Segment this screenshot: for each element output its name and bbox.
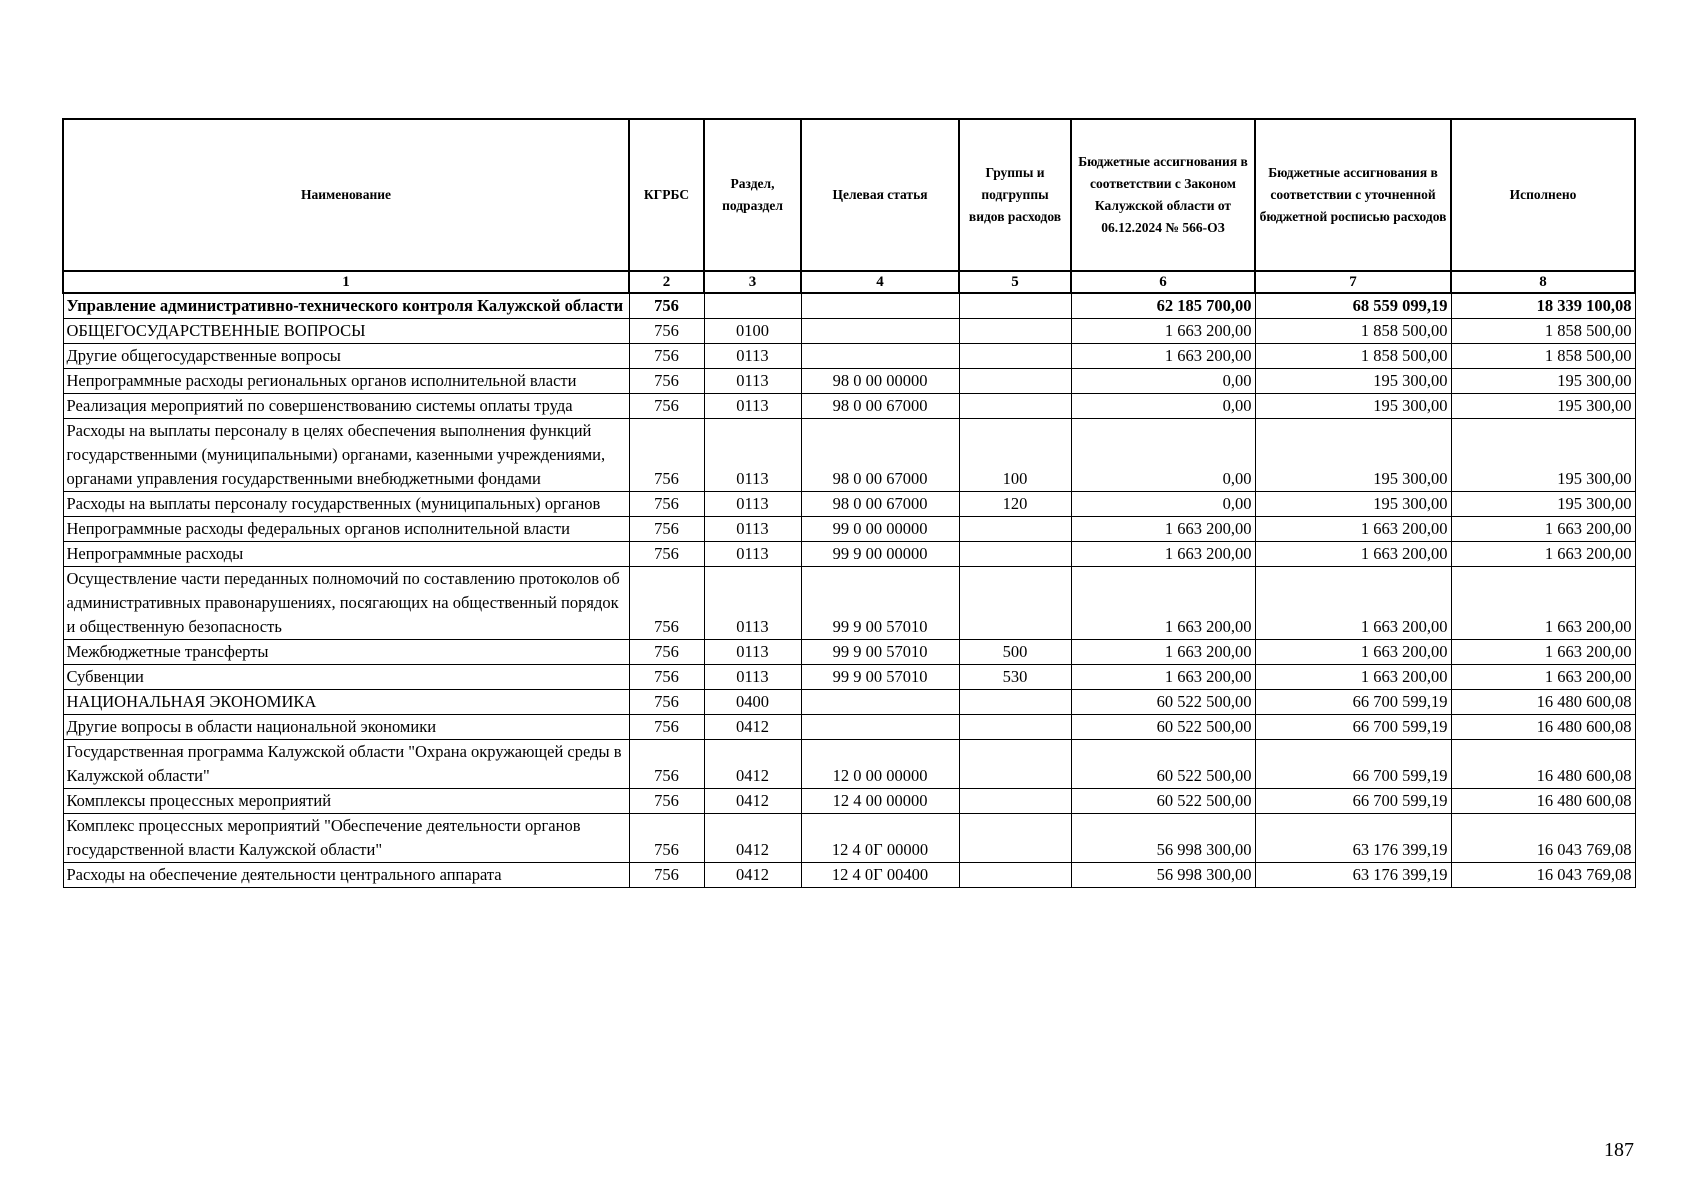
row-kgrbs: 756 — [629, 665, 704, 690]
row-target-article: 12 4 0Г 00000 — [801, 814, 959, 863]
row-name: Другие вопросы в области национальной экономики — [63, 715, 629, 740]
row-law-amount: 1 663 200,00 — [1071, 665, 1255, 690]
row-expense-group — [959, 789, 1071, 814]
row-law-amount: 60 522 500,00 — [1071, 690, 1255, 715]
row-name: Межбюджетные трансферты — [63, 640, 629, 665]
row-section: 0113 — [704, 665, 801, 690]
row-executed-amount: 1 663 200,00 — [1451, 542, 1635, 567]
row-target-article — [801, 690, 959, 715]
row-kgrbs: 756 — [629, 640, 704, 665]
row-executed-amount: 195 300,00 — [1451, 419, 1635, 492]
row-section: 0113 — [704, 394, 801, 419]
row-law-amount: 56 998 300,00 — [1071, 814, 1255, 863]
table-row — [63, 567, 1635, 640]
row-kgrbs: 756 — [629, 394, 704, 419]
row-target-article: 12 0 00 00000 — [801, 740, 959, 789]
row-name: Реализация мероприятий по совершенствованию системы оплаты труда — [63, 394, 629, 419]
row-section: 0400 — [704, 690, 801, 715]
row-target-article: 99 9 00 00000 — [801, 542, 959, 567]
table-row — [63, 293, 1635, 319]
row-refined-amount: 66 700 599,19 — [1255, 715, 1451, 740]
row-executed-amount: 195 300,00 — [1451, 492, 1635, 517]
row-refined-amount: 63 176 399,19 — [1255, 814, 1451, 863]
row-kgrbs: 756 — [629, 863, 704, 888]
row-executed-amount: 195 300,00 — [1451, 369, 1635, 394]
table-row — [63, 640, 1635, 665]
row-section: 0113 — [704, 344, 801, 369]
column-number: 5 — [959, 271, 1071, 293]
row-kgrbs: 756 — [629, 740, 704, 789]
row-target-article: 98 0 00 67000 — [801, 394, 959, 419]
row-executed-amount: 18 339 100,08 — [1451, 293, 1635, 319]
row-kgrbs: 756 — [629, 690, 704, 715]
row-executed-amount: 1 858 500,00 — [1451, 344, 1635, 369]
row-target-article: 98 0 00 67000 — [801, 492, 959, 517]
row-kgrbs: 756 — [629, 419, 704, 492]
row-executed-amount: 16 480 600,08 — [1451, 690, 1635, 715]
row-name: Непрограммные расходы региональных органов исполнительной власти — [63, 369, 629, 394]
row-law-amount: 62 185 700,00 — [1071, 293, 1255, 319]
row-refined-amount: 66 700 599,19 — [1255, 690, 1451, 715]
row-refined-amount: 1 663 200,00 — [1255, 542, 1451, 567]
row-name: Непрограммные расходы федеральных органов исполнительной власти — [63, 517, 629, 542]
row-law-amount: 0,00 — [1071, 492, 1255, 517]
row-section: 0113 — [704, 542, 801, 567]
row-kgrbs: 756 — [629, 814, 704, 863]
table-row — [63, 814, 1635, 863]
row-executed-amount: 1 663 200,00 — [1451, 665, 1635, 690]
row-executed-amount: 1 663 200,00 — [1451, 517, 1635, 542]
table-body — [63, 293, 1635, 888]
row-refined-amount: 63 176 399,19 — [1255, 863, 1451, 888]
row-refined-amount: 195 300,00 — [1255, 492, 1451, 517]
row-target-article — [801, 293, 959, 319]
row-section: 0113 — [704, 567, 801, 640]
table-row — [63, 690, 1635, 715]
row-section: 0412 — [704, 863, 801, 888]
row-refined-amount: 195 300,00 — [1255, 369, 1451, 394]
row-refined-amount: 68 559 099,19 — [1255, 293, 1451, 319]
column-number: 3 — [704, 271, 801, 293]
row-executed-amount: 16 480 600,08 — [1451, 789, 1635, 814]
table-row — [63, 665, 1635, 690]
row-expense-group — [959, 567, 1071, 640]
row-name: Осуществление части переданных полномочий по составлению протоколов об административных правонарушениях, посягающих на общественный порядок и общественную безопасность — [63, 567, 629, 640]
row-target-article: 12 4 00 00000 — [801, 789, 959, 814]
budget-table — [62, 118, 1636, 888]
row-law-amount: 0,00 — [1071, 419, 1255, 492]
row-refined-amount: 195 300,00 — [1255, 394, 1451, 419]
row-target-article — [801, 344, 959, 369]
row-refined-amount: 66 700 599,19 — [1255, 740, 1451, 789]
row-executed-amount: 195 300,00 — [1451, 394, 1635, 419]
row-refined-amount: 195 300,00 — [1255, 419, 1451, 492]
row-target-article: 12 4 0Г 00400 — [801, 863, 959, 888]
row-target-article: 99 9 00 57010 — [801, 665, 959, 690]
row-expense-group: 530 — [959, 665, 1071, 690]
row-law-amount: 56 998 300,00 — [1071, 863, 1255, 888]
row-expense-group: 500 — [959, 640, 1071, 665]
row-section: 0412 — [704, 740, 801, 789]
row-name: Субвенции — [63, 665, 629, 690]
table-row — [63, 789, 1635, 814]
row-kgrbs: 756 — [629, 715, 704, 740]
table-row — [63, 542, 1635, 567]
page-number: 187 — [1604, 1139, 1634, 1161]
row-section: 0113 — [704, 640, 801, 665]
row-kgrbs: 756 — [629, 567, 704, 640]
row-section: 0412 — [704, 814, 801, 863]
row-target-article: 98 0 00 00000 — [801, 369, 959, 394]
row-section: 0412 — [704, 789, 801, 814]
table-row — [63, 319, 1635, 344]
row-section: 0113 — [704, 492, 801, 517]
row-target-article: 99 0 00 00000 — [801, 517, 959, 542]
column-numbers-row — [63, 271, 1635, 293]
row-name: НАЦИОНАЛЬНАЯ ЭКОНОМИКА — [63, 690, 629, 715]
row-kgrbs: 756 — [629, 319, 704, 344]
row-kgrbs: 756 — [629, 542, 704, 567]
column-number: 2 — [629, 271, 704, 293]
row-name: Комплексы процессных мероприятий — [63, 789, 629, 814]
row-name: Управление административно-технического контроля Калужской области — [63, 293, 629, 319]
table-row — [63, 863, 1635, 888]
row-name: Расходы на выплаты персоналу государственных (муниципальных) органов — [63, 492, 629, 517]
row-target-article: 99 9 00 57010 — [801, 567, 959, 640]
row-law-amount: 1 663 200,00 — [1071, 344, 1255, 369]
row-executed-amount: 16 480 600,08 — [1451, 740, 1635, 789]
row-section — [704, 293, 801, 319]
row-target-article — [801, 715, 959, 740]
row-law-amount: 60 522 500,00 — [1071, 789, 1255, 814]
column-number: 8 — [1451, 271, 1635, 293]
row-section: 0113 — [704, 517, 801, 542]
column-number: 6 — [1071, 271, 1255, 293]
row-executed-amount: 16 043 769,08 — [1451, 814, 1635, 863]
row-section: 0412 — [704, 715, 801, 740]
header-section: Раздел, подраздел — [704, 119, 801, 271]
table-row — [63, 419, 1635, 492]
row-law-amount: 1 663 200,00 — [1071, 542, 1255, 567]
row-name: Комплекс процессных мероприятий "Обеспечение деятельности органов государственной власти Калужской области" — [63, 814, 629, 863]
row-law-amount: 1 663 200,00 — [1071, 640, 1255, 665]
row-target-article — [801, 319, 959, 344]
row-law-amount: 60 522 500,00 — [1071, 740, 1255, 789]
row-target-article: 98 0 00 67000 — [801, 419, 959, 492]
row-kgrbs: 756 — [629, 344, 704, 369]
row-name: Государственная программа Калужской области "Охрана окружающей среды в Калужской области" — [63, 740, 629, 789]
row-law-amount: 60 522 500,00 — [1071, 715, 1255, 740]
row-name: Расходы на обеспечение деятельности центрального аппарата — [63, 863, 629, 888]
header-kgrbs: КГРБС — [629, 119, 704, 271]
row-refined-amount: 1 663 200,00 — [1255, 517, 1451, 542]
row-law-amount: 0,00 — [1071, 369, 1255, 394]
row-executed-amount: 1 858 500,00 — [1451, 319, 1635, 344]
column-number: 1 — [63, 271, 629, 293]
row-section: 0100 — [704, 319, 801, 344]
row-expense-group — [959, 517, 1071, 542]
header-group: Группы и подгруппы видов расходов — [959, 119, 1071, 271]
row-executed-amount: 1 663 200,00 — [1451, 640, 1635, 665]
row-expense-group — [959, 293, 1071, 319]
header-law-allocations: Бюджетные ассигнования в соответствии с Законом Калужской области от 06.12.2024 № 566-ОЗ — [1071, 119, 1255, 271]
row-expense-group: 120 — [959, 492, 1071, 517]
header-target: Целевая статья — [801, 119, 959, 271]
table-row — [63, 492, 1635, 517]
row-law-amount: 1 663 200,00 — [1071, 517, 1255, 542]
column-number: 7 — [1255, 271, 1451, 293]
row-expense-group — [959, 690, 1071, 715]
row-name: Непрограммные расходы — [63, 542, 629, 567]
row-refined-amount: 1 858 500,00 — [1255, 344, 1451, 369]
row-expense-group: 100 — [959, 419, 1071, 492]
table-row — [63, 344, 1635, 369]
row-kgrbs: 756 — [629, 517, 704, 542]
row-executed-amount: 16 043 769,08 — [1451, 863, 1635, 888]
row-name: Другие общегосударственные вопросы — [63, 344, 629, 369]
row-expense-group — [959, 715, 1071, 740]
row-expense-group — [959, 394, 1071, 419]
row-target-article: 99 9 00 57010 — [801, 640, 959, 665]
row-law-amount: 1 663 200,00 — [1071, 567, 1255, 640]
table-row — [63, 715, 1635, 740]
row-executed-amount: 16 480 600,08 — [1451, 715, 1635, 740]
row-expense-group — [959, 863, 1071, 888]
row-section: 0113 — [704, 419, 801, 492]
table-row — [63, 517, 1635, 542]
row-refined-amount: 1 858 500,00 — [1255, 319, 1451, 344]
row-law-amount: 0,00 — [1071, 394, 1255, 419]
row-refined-amount: 1 663 200,00 — [1255, 665, 1451, 690]
row-section: 0113 — [704, 369, 801, 394]
table-header — [63, 119, 1635, 293]
row-expense-group — [959, 369, 1071, 394]
table-row — [63, 369, 1635, 394]
row-expense-group — [959, 319, 1071, 344]
row-name: ОБЩЕГОСУДАРСТВЕННЫЕ ВОПРОСЫ — [63, 319, 629, 344]
row-expense-group — [959, 740, 1071, 789]
row-kgrbs: 756 — [629, 369, 704, 394]
table-row — [63, 740, 1635, 789]
column-number: 4 — [801, 271, 959, 293]
row-executed-amount: 1 663 200,00 — [1451, 567, 1635, 640]
row-expense-group — [959, 542, 1071, 567]
row-kgrbs: 756 — [629, 789, 704, 814]
header-name: Наименование — [63, 119, 629, 271]
row-expense-group — [959, 344, 1071, 369]
row-refined-amount: 1 663 200,00 — [1255, 640, 1451, 665]
row-name: Расходы на выплаты персоналу в целях обеспечения выполнения функций государственными (муниципальными) органами, казенными учреждениями, органами управления государственными внебюджетными фондами — [63, 419, 629, 492]
row-refined-amount: 66 700 599,19 — [1255, 789, 1451, 814]
header-refined-allocations: Бюджетные ассигнования в соответствии с уточненной бюджетной росписью расходов — [1255, 119, 1451, 271]
row-expense-group — [959, 814, 1071, 863]
row-law-amount: 1 663 200,00 — [1071, 319, 1255, 344]
row-kgrbs: 756 — [629, 293, 704, 319]
row-kgrbs: 756 — [629, 492, 704, 517]
header-executed: Исполнено — [1451, 119, 1635, 271]
table-row — [63, 394, 1635, 419]
row-refined-amount: 1 663 200,00 — [1255, 567, 1451, 640]
